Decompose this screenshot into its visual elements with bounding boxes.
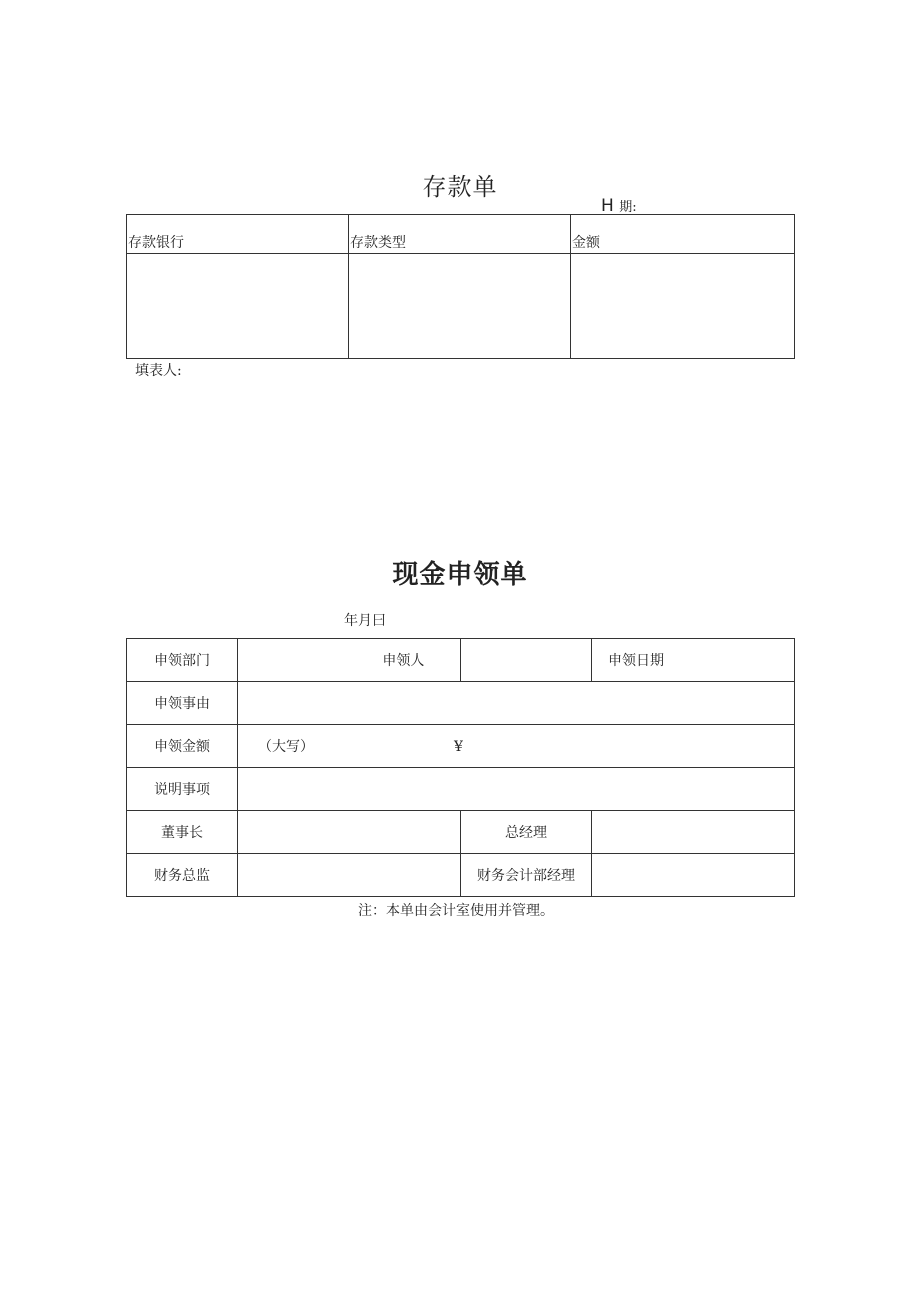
bank-cell[interactable] xyxy=(127,254,349,359)
gm-input[interactable] xyxy=(592,811,795,854)
deposit-slip-title: 存款单 xyxy=(422,173,498,201)
cash-request-table xyxy=(126,638,795,897)
deposit-date-h: H xyxy=(601,196,614,216)
col-header-amount: 金额 xyxy=(571,215,795,254)
yen-symbol: ¥ xyxy=(454,739,463,755)
filler-label: 填表人: xyxy=(135,363,182,379)
date-cell xyxy=(592,639,795,682)
label-dept: 申领部门 xyxy=(127,639,238,682)
label-gm: 总经理 xyxy=(461,811,592,854)
row-cfo xyxy=(127,854,795,897)
row-reason xyxy=(127,682,795,725)
deposit-date-label xyxy=(601,196,637,216)
reason-input[interactable] xyxy=(238,682,795,725)
type-cell[interactable] xyxy=(349,254,571,359)
amount-input[interactable] xyxy=(238,725,795,768)
label-cfo: 财务总监 xyxy=(127,854,238,897)
label-date: 申领日期 xyxy=(608,653,664,669)
deposit-slip-table xyxy=(126,214,795,359)
amount-words-label: （大写） xyxy=(258,739,314,755)
label-chairman: 董事长 xyxy=(127,811,238,854)
col-header-bank: 存款银行 xyxy=(127,215,349,254)
amount-cell[interactable] xyxy=(571,254,795,359)
cash-request-title: 现金申领单 xyxy=(392,560,528,590)
chairman-input[interactable] xyxy=(238,811,461,854)
label-finance-mgr: 财务会计部经理 xyxy=(461,854,592,897)
row-amount xyxy=(127,725,795,768)
footer-note: 注：本单由会计室使用并管理。 xyxy=(358,903,554,919)
dept-applicant-cell xyxy=(238,639,592,682)
label-applicant: 申领人 xyxy=(382,653,425,669)
applicant-input[interactable] xyxy=(460,639,591,681)
deposit-date-text: 期: xyxy=(619,200,637,215)
label-remarks: 说明事项 xyxy=(127,768,238,811)
row-chairman xyxy=(127,811,795,854)
finance-mgr-input[interactable] xyxy=(592,854,795,897)
cfo-input[interactable] xyxy=(238,854,461,897)
row-remarks xyxy=(127,768,795,811)
remarks-input[interactable] xyxy=(238,768,795,811)
row-dept xyxy=(127,639,795,682)
col-header-type: 存款类型 xyxy=(349,215,571,254)
label-amount: 申领金额 xyxy=(127,725,238,768)
label-reason: 申领事由 xyxy=(127,682,238,725)
cash-request-date: 年月曰 xyxy=(344,613,386,629)
